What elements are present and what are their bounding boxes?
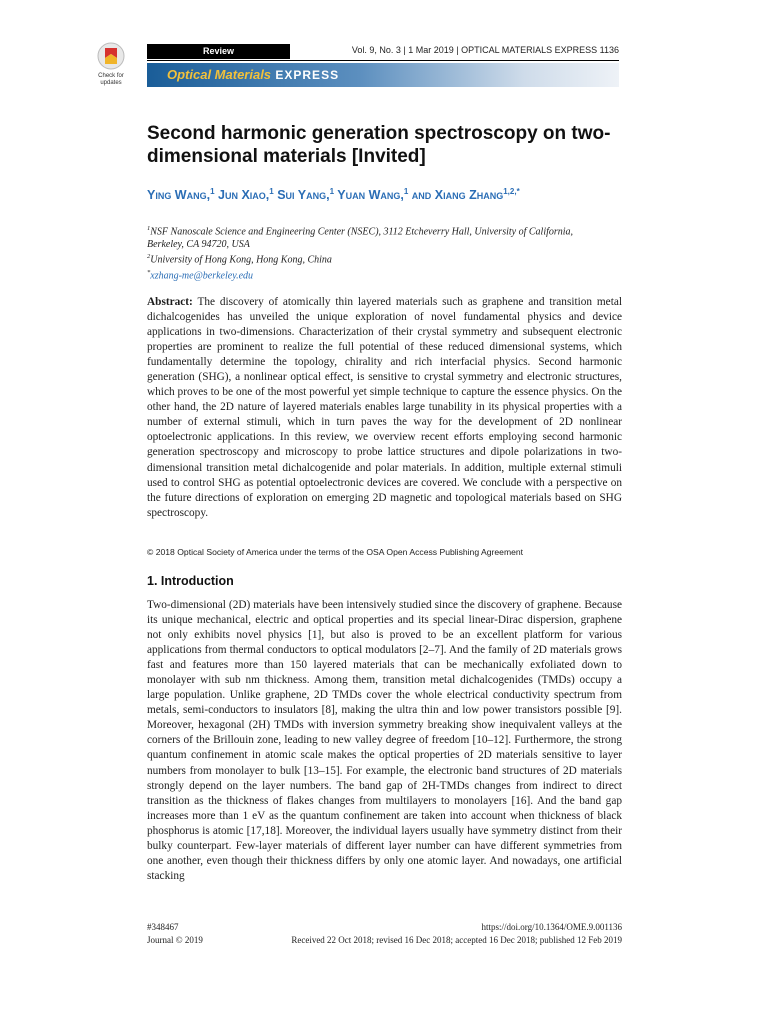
author-email-link[interactable]: xzhang-me@berkeley.edu	[150, 270, 254, 282]
author-name: Ying Wang,	[147, 188, 211, 203]
section-tag: Review	[147, 44, 290, 59]
body-paragraph: Two-dimensional (2D) materials have been intensively studied since the discovery of graphene. Because its unique mechanical, electric and optical properties and its special linear-Dirac dispersion, graphene not only exhibits novel physics [1], but also is proved to be an excellent platform for various applications from thermal conductors to optical modulators [2–7]. And the family of 2D materials grows fast and features more than 150 layered materials that can be mechanically exfoliated down to monolayer with sub nm thickness. Among them, transition metal dichalcogenides (TMDs) occupy a large population. Unlike graphene, 2D TMDs cover the whole electrical conductivity spectrum from metals, semi-conductors to insulators [8], making the ultra thin and low power transistors possible [9]. Moreover, hexagonal (2H) TMDs with inversion symmetry breaking show inequivalent valleys at the corners of the Brillouin zone, leading to new valley degree of freedom [10–12]. Furthermore, the strong quantum confinement in atomic scale makes the optical properties of 2D materials sensitive to layer numbers from monolayer to bulk [13–15]. For example, the electronic band structures of 2D materials strongly depend on the layer numbers. The band gap of 2H-TMDs changes from indirect to direct transition as the thickness of flakes changes from multilayers to monolayers [16]. And the band gap increases more than 1 eV as the quantum confinement are taken into account when thickness of black phosphorus is atomic [17,18]. Moreover, the individual layers usually have symmetry distinct from their bulky counterpart. Few-layer materials of different layer number can have different symmetries from one another, even though their thickness differs by only one atomic layer. And nowadays, one artificial stacking	[147, 599, 622, 882]
affiliation-1: NSF Nanoscale Science and Engineering Center (NSEC), 3112 Etcheverry Hall, University of California, Berkeley, CA 94720, USA	[147, 226, 574, 250]
badge-label: Check for updates	[98, 73, 124, 86]
author-name: Sui Yang,	[273, 188, 330, 203]
affiliations: $^1$NSF Nanoscale Science and Engineering Center (NSEC), 3112 Etcheverry Hall, University of California, Berkeley, CA 94720, USA $^2$University of Hong Kong, Hong Kong, China *xzhang-me@berkeley.edu	[147, 225, 574, 282]
header-bar	[147, 42, 619, 61]
author-name: Jun Xiao,	[214, 188, 270, 203]
author-name: and Xiang Zhang	[408, 188, 504, 203]
abstract-text: The discovery of atomically thin layered materials such as graphene and transition metal dichalcogenides has unveiled the unique exploration of novel fundamental physics and device applications in two-dimensions. Characterization of their crystal symmetry and subsequent electronic properties are prominent to realize the full potential of these reduced dimensional systems, which fundamentally determine the topology, chirality and rich interfacial physics. Second harmonic generation (SHG), a nonlinear optical effect, is sensitive to crystal symmetry and electronic structures, which proves to be one of the most powerful yet simple technique to capture the essence physics. On the other hand, the 2D nature of layered materials enables large tunability in its physical properties with a number of external stimuli, which in turn paves the way for the development of 2D nonlinear optoelectronic applications. In this review, we overview recent efforts employing second harmonic generation spectroscopy and microscopy to probe lattice structures and dipole polarizations in two-dimensional transition metal dichalcogenide and polar materials. In addition, multiple external stimuli used to control SHG as potential optoelectronic devices are covered. We conclude with a perspective on the future directions of exploration on emerging 2D magnetic and topological materials based on SHG spectroscopy.	[147, 296, 622, 519]
article-id: #348467	[147, 922, 179, 932]
publication-dates: Received 22 Oct 2018; revised 16 Dec 2018; accepted 16 Dec 2018; published 12 Feb 2019	[291, 935, 622, 945]
issue-info: Vol. 9, No. 3 | 1 Mar 2019 | OPTICAL MATERIALS EXPRESS 1136	[351, 45, 619, 55]
affiliation-2: University of Hong Kong, Hong Kong, China	[150, 254, 332, 266]
doi-link[interactable]: https://doi.org/10.1364/OME.9.001136	[481, 922, 622, 932]
journal-copyright: Journal © 2019	[147, 935, 203, 945]
author-list: Ying Wang,$^1$ Jun Xiao,$^1$ Sui Yang,$^1$ Yuan Wang,$^1$ and Xiang Zhang$^{1,2,*}$	[147, 187, 520, 203]
author-name: Yuan Wang,	[334, 188, 404, 203]
journal-banner	[147, 63, 619, 87]
paper-title: Second harmonic generation spectroscopy on two-dimensional materials [Invited]	[147, 123, 611, 167]
check-for-updates-badge[interactable]	[92, 42, 130, 90]
abstract	[147, 295, 622, 521]
crossmark-icon	[97, 42, 125, 72]
page-footer	[147, 921, 622, 947]
copyright-notice: © 2018 Optical Society of America under the terms of the OSA Open Access Publishing Agreement	[147, 547, 524, 557]
abstract-label: Abstract:	[147, 296, 193, 308]
section-heading: 1. Introduction	[147, 574, 234, 588]
journal-name: Optical Materials EXPRESS	[167, 67, 340, 82]
